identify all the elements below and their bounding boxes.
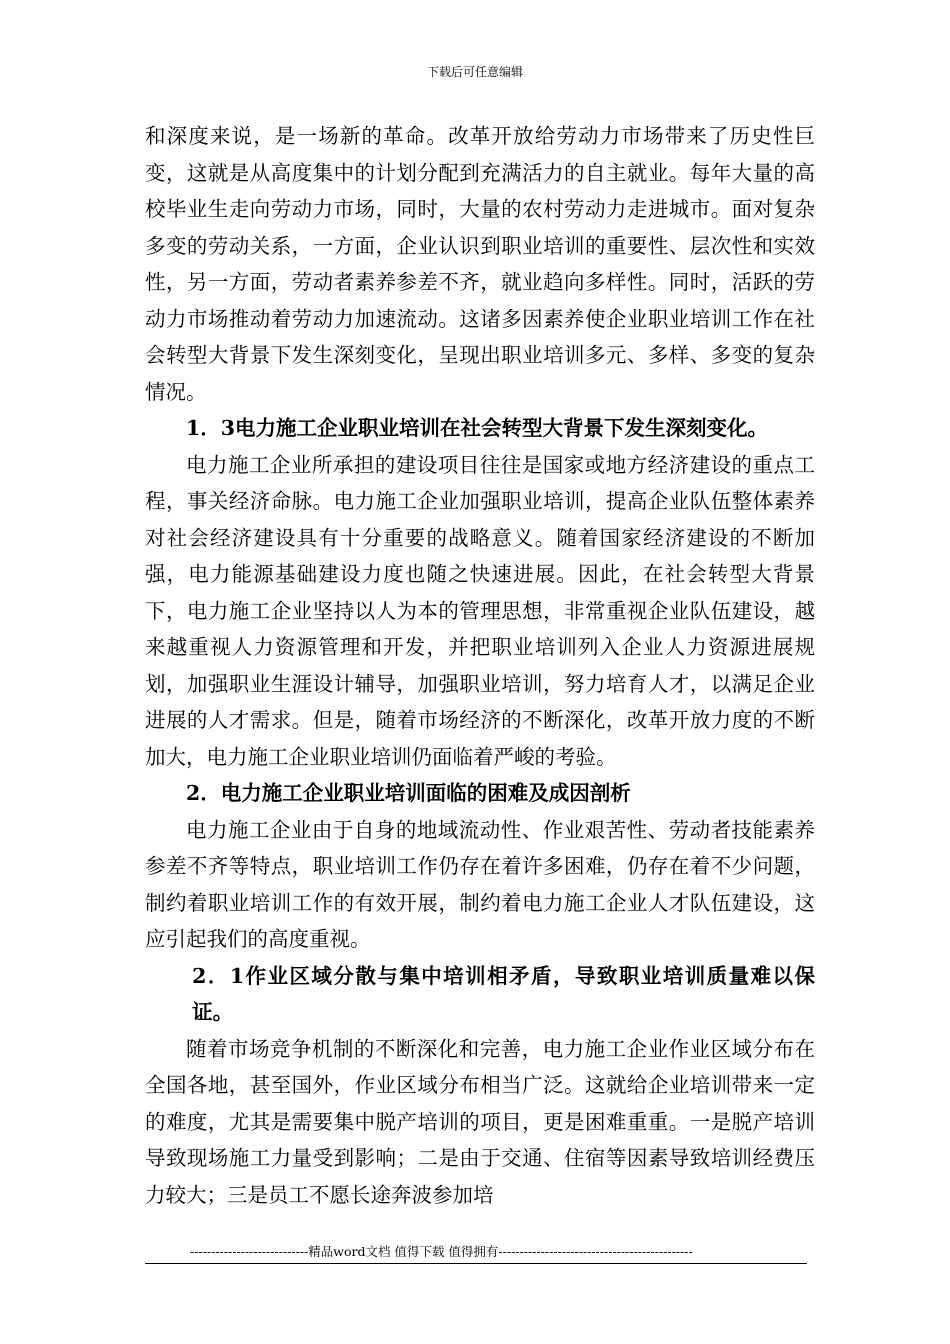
paragraph-section-1-3: 电力施工企业所承担的建设项目往往是国家或地方经济建设的重点工程，事关经济命脉。电力施工企业加强职业培训，提高企业队伍整体素养对社会经济建设具有十分重要的战略意义。随着国家经济建设的不断加强，电力能源基础建设力度也随之快速进展。因此，在社会转型大背景下，电力施工企业坚持以人为本的管理思想，非常重视企业队伍建设，越来越重视人力资源管理和开发，并把职业培训列入企业人力资源进展规划，加强职业生涯设计辅导，加强职业培训，努力培育人才，以满足企业进展的人才需求。但是，随着市场经济的不断深化，改革开放力度的不断加大，电力施工企业职业培训仍面临着严峻的考验。 xyxy=(145,452,815,769)
paragraph-section-2-1: 随着市场竞争机制的不断深化和完善，电力施工企业作业区域分布在全国各地，甚至国外，作业区域分布相当广泛。这就给企业培训带来一定的难度，尤其是需要集中脱产培训的项目，更是困难重重。一是脱产培训导致现场施工力量受到影响；二是由于交通、住宿等因素导致培训经费压力较大；三是员工不愿长途奔波参加培 xyxy=(145,1036,815,1207)
paragraph-section-2: 电力施工企业由于自身的地域流动性、作业艰苦性、劳动者技能素养参差不齐等特点，职业培训工作仍存在着许多困难，仍存在着不少问题，制约着职业培训工作的有效开展，制约着电力施工企业人才队伍建设，这应引起我们的高度重视。 xyxy=(145,817,815,951)
section-heading-1-3: 1．3电力施工企业职业培训在社会转型大背景下发生深刻变化。 xyxy=(186,416,769,440)
footer-divider xyxy=(145,1263,807,1264)
document-body xyxy=(145,118,815,1213)
section-heading-2-1: 2．1作业区域分散与集中培训相矛盾，导致职业培训质量难以保证。 xyxy=(192,963,815,1024)
page-header: 下载后可任意编辑 xyxy=(426,65,523,79)
page-footer: ----------------------------精品word文档 值得下载 值得拥有---------------------------------------------- xyxy=(190,1244,693,1259)
paragraph-intro-continued: 和深度来说，是一场新的革命。改革开放给劳动力市场带来了历史性巨变，这就是从高度集中的计划分配到充满活力的自主就业。每年大量的高校毕业生走向劳动力市场，同时，大量的农村劳动力走进城市。面对复杂多变的劳动关系，一方面，企业认识到职业培训的重要性、层次性和实效性，另一方面，劳动者素养参差不齐，就业趋向多样性。同时，活跃的劳动力市场推动着劳动力加速流动。这诸多因素养使企业职业培训工作在社会转型大背景下发生深刻变化，呈现出职业培训多元、多样、多变的复杂情况。 xyxy=(145,124,815,404)
section-heading-2: 2．电力施工企业职业培训面临的困难及成因剖析 xyxy=(186,781,631,805)
